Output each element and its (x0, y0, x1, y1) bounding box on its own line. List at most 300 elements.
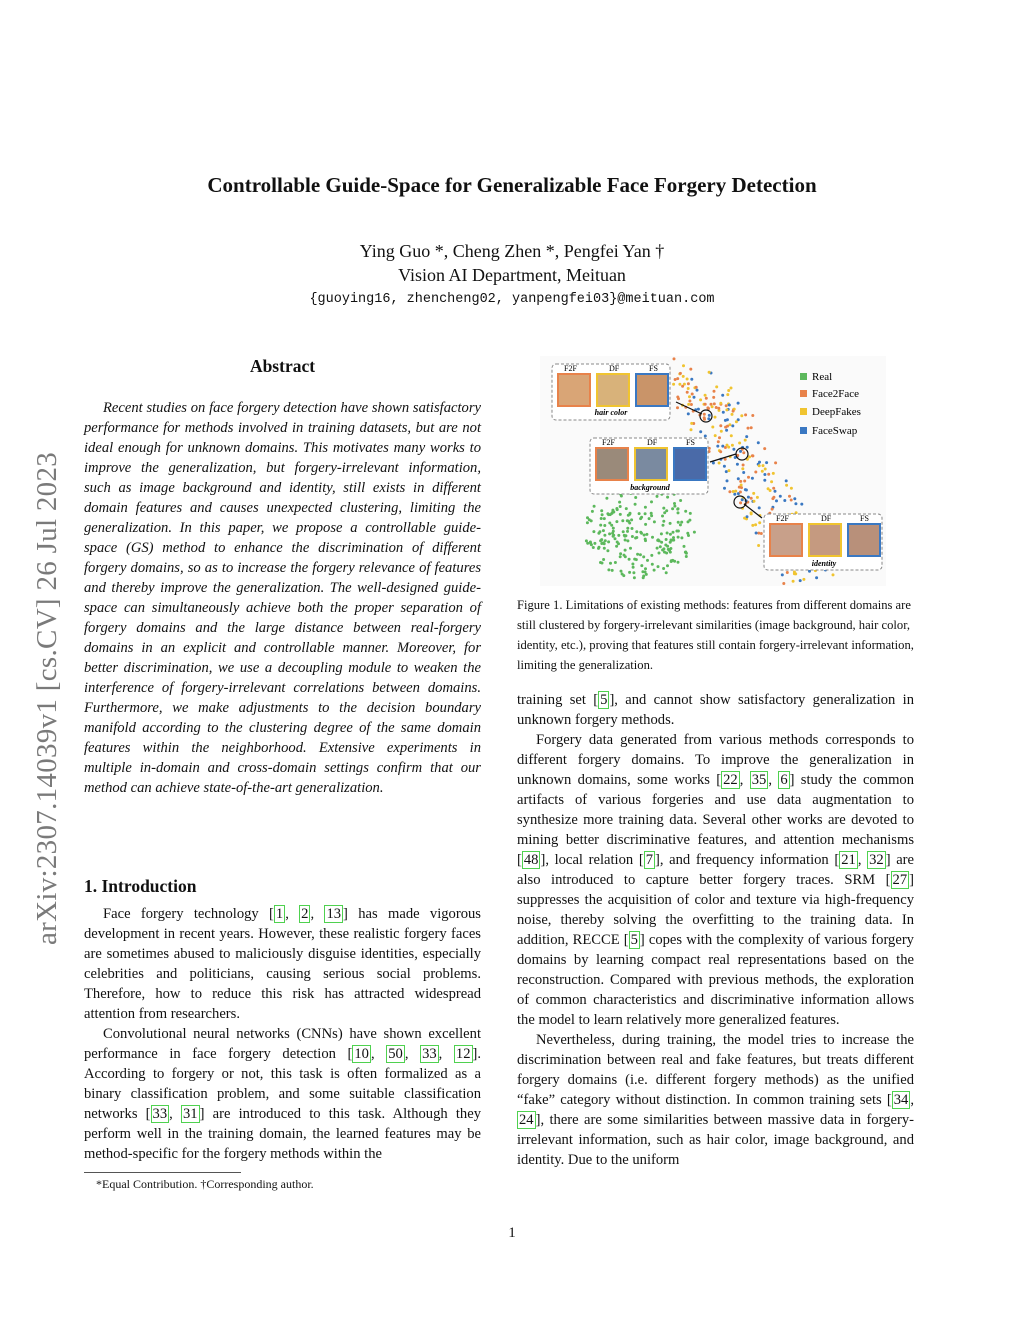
scatter-point (662, 524, 665, 527)
text-run: , (310, 906, 325, 922)
scatter-point (644, 512, 647, 515)
scatter-point (624, 549, 627, 552)
scatter-point (644, 538, 647, 541)
scatter-point (604, 539, 607, 542)
intro-left-column (84, 904, 481, 1164)
panel-caption: hair color (594, 408, 628, 417)
scatter-point (725, 470, 728, 473)
scatter-point (607, 540, 610, 543)
scatter-point (605, 497, 608, 500)
scatter-point (714, 434, 717, 437)
scatter-point (634, 503, 637, 506)
intro-right-column (517, 690, 914, 1170)
text-run: ], and cannot show satisfactory generalization in unknown forgery methods. (517, 692, 914, 728)
text-run: ], local relation [ (540, 852, 644, 868)
scatter-point (765, 461, 768, 464)
scatter-point (666, 496, 669, 499)
scatter-point (599, 524, 602, 527)
abstract-text: Recent studies on face forgery detection have shown satisfactory performance for methods involved in training datasets, but are not ideal enough for unknown domains. This motivates many works to improve the generalization, but forgery-irrelevant information, such as image background and identity, still exists in different domain features and causes unexpected clustering, limiting the generalization. In this paper, we propose a controllable guide-space (GS) method to enhance the discrimination of different forgery domains, so as to increase the forgery relevance of features and thereby improve the generalization. The well-designed guide-space can simultaneously achieve both the proper separation of forgery domains and the large distance between real-forgery domains in an explicit and controllable manner. Moreover, for better discrimination, we use a decoupling module to weaken the interference of forgery-irrelevant correlations between domains. Furthermore, we make adjustments to the decision boundary manifold according to the clustering degree of the same domain features within the neighborhood. Extensive experiments in multiple in-domain and cross-domain settings confirm that our method can achieve state-of-the-art generalization. (84, 400, 481, 796)
scatter-point (758, 506, 761, 509)
scatter-point (744, 439, 747, 442)
scatter-point (725, 404, 728, 407)
text-run: ], and frequency information [ (654, 852, 840, 868)
intro-paragraph-1 (84, 904, 481, 1024)
scatter-point (686, 378, 689, 381)
scatter-point (721, 445, 724, 448)
scatter-point (606, 512, 609, 515)
scatter-point (715, 385, 718, 388)
scatter-point (640, 564, 643, 567)
face-thumbnail (809, 524, 841, 556)
citation-link[interactable]: 6 (780, 772, 788, 788)
text-run: ] copes with the complexity of various forgery domains by learning compact real representations based on the reconstruction. Compared with previous methods, the exploration of common characteristics and discriminative information allows the model to learn relatively more generalized features. (517, 932, 914, 1028)
text-run: ] are introduced to this task. Although they perform well in the training domain, the learned features may be method-specific for the forgery methods within the (84, 1106, 482, 1162)
scatter-point (781, 573, 784, 576)
scatter-point (661, 515, 664, 518)
scatter-point (723, 465, 726, 468)
scatter-point (718, 462, 721, 465)
scatter-point (772, 472, 775, 475)
scatter-point (600, 538, 603, 541)
citation-link[interactable]: 32 (869, 852, 884, 868)
scatter-point (751, 524, 754, 527)
face-thumbnail (674, 448, 706, 480)
scatter-point (739, 491, 742, 494)
abstract-heading: Abstract (249, 356, 316, 376)
scatter-point (585, 539, 588, 542)
face-thumbnail (558, 374, 590, 406)
scatter-point (788, 495, 791, 498)
scatter-point (691, 393, 694, 396)
scatter-point (690, 422, 693, 425)
scatter-point (657, 538, 660, 541)
scatter-point (693, 531, 696, 534)
scatter-point (600, 542, 603, 545)
scatter-point (658, 552, 661, 555)
scatter-point (682, 364, 685, 367)
citation-link[interactable]: 33 (422, 1046, 437, 1062)
scatter-point (728, 490, 731, 493)
scatter-point (737, 477, 740, 480)
scatter-point (600, 517, 603, 520)
scatter-point (735, 420, 738, 423)
scatter-point (630, 518, 633, 521)
scatter-point (699, 398, 702, 401)
scatter-point (646, 559, 649, 562)
text-run: ] has made vigorous development in recent years. However, these realistic forgery faces are sometimes abused to maliciously disguise identities, especially celebrities and politicians, causing serious social problems. Therefore, how to reduce this risk has attracted widespread attention from researchers. (84, 906, 481, 1022)
scatter-point (686, 391, 689, 394)
scatter-point (660, 541, 663, 544)
scatter-point (687, 534, 690, 537)
scatter-point (645, 533, 648, 536)
scatter-point (690, 403, 693, 406)
scatter-point (666, 564, 669, 567)
scatter-point (653, 520, 656, 523)
panel-label: F2F (776, 514, 789, 523)
scatter-point (688, 400, 691, 403)
scatter-point (641, 570, 644, 573)
scatter-point (650, 554, 653, 557)
scatter-point (743, 480, 746, 483)
scatter-point (728, 404, 731, 407)
scatter-point (660, 532, 663, 535)
scatter-point (733, 493, 736, 496)
citation-link[interactable]: 7 (645, 852, 653, 868)
scatter-point (614, 537, 617, 540)
scatter-point (754, 471, 757, 474)
scatter-point (670, 559, 673, 562)
scatter-point (677, 521, 680, 524)
scatter-point (767, 473, 770, 476)
authors: Ying Guo *, Cheng Zhen *, Pengfei Yan † (359, 241, 665, 261)
text-run: , (910, 1092, 914, 1108)
scatter-point (651, 563, 654, 566)
scatter-point (631, 527, 634, 530)
scatter-point (751, 477, 754, 480)
scatter-point (745, 435, 748, 438)
scatter-point (650, 514, 653, 517)
scatter-point (793, 571, 796, 574)
citation-link[interactable]: 34 (893, 1092, 909, 1108)
legend-swatch (800, 427, 807, 434)
citation-link[interactable]: 22 (723, 772, 738, 788)
scatter-point (832, 573, 835, 576)
scatter-point (764, 468, 767, 471)
scatter-point (751, 414, 754, 417)
scatter-point (603, 517, 606, 520)
citation-link[interactable]: 12 (455, 1046, 471, 1062)
scatter-point (782, 582, 785, 585)
scatter-point (648, 517, 651, 520)
citation-link[interactable]: 21 (841, 852, 856, 868)
legend-swatch (800, 408, 807, 415)
scatter-point (616, 541, 619, 544)
scatter-point (615, 507, 618, 510)
citation-link[interactable]: 35 (751, 772, 767, 788)
scatter-point (626, 519, 629, 522)
scatter-point (731, 413, 734, 416)
scatter-point (612, 535, 615, 538)
scatter-point (725, 429, 728, 432)
scatter-point (717, 440, 720, 443)
scatter-point (615, 520, 618, 523)
scatter-point (650, 500, 653, 503)
scatter-point (623, 535, 626, 538)
scatter-point (603, 547, 606, 550)
scatter-point (663, 511, 666, 514)
scatter-point (671, 507, 674, 510)
scatter-point (673, 505, 676, 508)
scatter-point (769, 489, 772, 492)
scatter-point (711, 426, 714, 429)
scatter-point (703, 413, 706, 416)
scatter-point (800, 503, 803, 506)
scatter-point (635, 530, 638, 533)
panel-caption: background (630, 483, 670, 492)
scatter-point (739, 450, 742, 453)
scatter-point (676, 396, 679, 399)
scatter-point (670, 539, 673, 542)
scatter-point (730, 387, 733, 390)
scatter-point (672, 536, 675, 539)
scatter-point (743, 517, 746, 520)
scatter-point (626, 527, 629, 530)
text-run: ] suppresses the acquisition of color and texture via high-frequency noise, thereby solving the overfitting to the training data. In addition, RECCE [ (517, 872, 914, 948)
scatter-point (631, 563, 634, 566)
scatter-point (690, 428, 693, 431)
scatter-point (704, 394, 707, 397)
affiliation: Vision AI Department, Meituan (398, 265, 626, 285)
scatter-point (786, 571, 789, 574)
scatter-point (677, 536, 680, 539)
scatter-point (593, 542, 596, 545)
scatter-point (690, 378, 693, 381)
scatter-point (734, 490, 737, 493)
scatter-point (679, 372, 682, 375)
scatter-point (725, 408, 728, 411)
panel-identity (764, 514, 882, 570)
scatter-point (732, 448, 735, 451)
citation-link[interactable]: 5 (630, 932, 638, 948)
page-number: 1 (508, 1225, 516, 1241)
scatter-point (775, 499, 778, 502)
citation-link[interactable]: 10 (354, 1046, 369, 1062)
scatter-point (628, 571, 631, 574)
scatter-point (677, 511, 680, 514)
scatter-point (761, 470, 764, 473)
face-thumbnail (770, 524, 802, 556)
scatter-point (731, 424, 734, 427)
scatter-point (688, 395, 691, 398)
text-run: , (857, 852, 868, 868)
scatter-point (746, 446, 749, 449)
panel-label: F2F (602, 438, 615, 447)
scatter-point (713, 402, 716, 405)
scatter-point (714, 416, 717, 419)
scatter-point (704, 435, 707, 438)
scatter-point (742, 451, 745, 454)
scatter-point (712, 396, 715, 399)
panel-label: DF (647, 438, 658, 447)
panel-background (590, 438, 708, 494)
legend-label: Face2Face (812, 388, 860, 400)
citation-link[interactable]: 2 (301, 906, 309, 922)
scatter-point (602, 529, 605, 532)
scatter-point (697, 408, 700, 411)
scatter-point (640, 516, 643, 519)
scatter-point (708, 371, 711, 374)
scatter-point (732, 490, 735, 493)
text-run: Convolutional neural networks (CNNs) have shown excellent performance in face forgery detection [ (84, 1026, 481, 1062)
scatter-point (679, 499, 682, 502)
scatter-point (750, 497, 753, 500)
scatter-point (612, 527, 615, 530)
scatter-point (589, 541, 592, 544)
scatter-point (738, 486, 741, 489)
panel-label: DF (609, 364, 620, 373)
scatter-point (673, 357, 676, 360)
face-thumbnail (848, 524, 880, 556)
scatter-point (610, 524, 613, 527)
scatter-point (719, 450, 722, 453)
scatter-point (794, 502, 797, 505)
scatter-point (685, 555, 688, 558)
scatter-point (624, 539, 627, 542)
scatter-point (677, 561, 680, 564)
scatter-point (744, 488, 747, 491)
scatter-point (673, 502, 676, 505)
scatter-point (611, 532, 614, 535)
text-run: , (370, 1046, 387, 1062)
scatter-point (672, 531, 675, 534)
scatter-point (656, 547, 659, 550)
citation-link[interactable]: 1 (275, 906, 284, 922)
scatter-point (790, 499, 793, 502)
scatter-point (636, 553, 639, 556)
scatter-point (739, 501, 742, 504)
scatter-point (672, 383, 675, 386)
intro-heading: 1. Introduction (84, 876, 197, 896)
text-run: , (285, 906, 300, 922)
scatter-point (687, 387, 690, 390)
scatter-point (754, 523, 757, 526)
scatter-point (632, 566, 635, 569)
citation-link[interactable]: 24 (519, 1112, 534, 1128)
scatter-point (748, 455, 751, 458)
scatter-point (597, 547, 600, 550)
scatter-point (774, 461, 777, 464)
figure-1-caption: Figure 1. Limitations of existing methods: features from different domains are still clustered by forgery-irrelevant similarities (image background, hair color, identity, etc.), proving that features still contain forgery-irrelevant information, limiting the generalization. (517, 598, 914, 672)
scatter-point (742, 464, 745, 467)
scatter-point (793, 497, 796, 500)
scatter-point (676, 377, 679, 380)
scatter-point (738, 442, 741, 445)
text-run: , (739, 772, 750, 788)
scatter-point (592, 546, 595, 549)
scatter-point (614, 561, 617, 564)
scatter-point (665, 571, 668, 574)
scatter-point (665, 538, 668, 541)
scatter-point (713, 390, 716, 393)
panel-hair-color (552, 364, 670, 420)
scatter-point (662, 507, 665, 510)
scatter-point (643, 534, 646, 537)
scatter-point (639, 553, 642, 556)
scatter-point (644, 523, 647, 526)
scatter-point (640, 532, 643, 535)
scatter-point (678, 383, 681, 386)
abstract-body (84, 398, 481, 798)
citation-link[interactable]: 31 (182, 1106, 198, 1122)
citation-link[interactable]: 5 (600, 692, 608, 708)
scatter-point (693, 396, 696, 399)
scatter-point (601, 562, 604, 565)
text-run: ] are also introduced to capture better forgery traces. SRM [ (517, 852, 915, 888)
scatter-point (747, 427, 750, 430)
scatter-point (770, 480, 773, 483)
scatter-point (619, 552, 622, 555)
citation-link[interactable]: 27 (892, 872, 908, 888)
scatter-point (689, 368, 692, 371)
panel-caption: identity (811, 559, 837, 568)
citation-link[interactable]: 13 (326, 906, 342, 922)
citation-link[interactable]: 33 (152, 1106, 168, 1122)
scatter-point (757, 441, 760, 444)
scatter-point (756, 496, 759, 499)
scatter-point (619, 555, 622, 558)
face-thumbnail (596, 448, 628, 480)
scatter-point (703, 416, 706, 419)
footnote: *Equal Contribution. †Corresponding author. (96, 1177, 314, 1191)
scatter-point (626, 539, 629, 542)
scatter-point (662, 520, 665, 523)
scatter-point (631, 535, 634, 538)
scatter-point (620, 570, 623, 573)
scatter-point (763, 473, 766, 476)
scatter-point (621, 519, 624, 522)
scatter-point (717, 407, 720, 410)
scatter-point (750, 512, 753, 515)
scatter-point (609, 562, 612, 565)
scatter-point (626, 530, 629, 533)
scatter-point (731, 444, 734, 447)
scatter-point (720, 430, 723, 433)
citation-link[interactable]: 48 (523, 852, 539, 868)
scatter-point (602, 558, 605, 561)
scatter-point (591, 510, 594, 513)
face-thumbnail (636, 374, 668, 406)
scatter-point (704, 403, 707, 406)
text-run: ], there are some similarities between massive data in forgery-irrelevant information, such as hair color, image background, and identity. Due to the uniform (517, 1112, 914, 1168)
scatter-point (622, 530, 625, 533)
legend-label: Real (812, 371, 833, 383)
scatter-point (758, 464, 761, 467)
scatter-point (662, 547, 665, 550)
scatter-point (687, 382, 690, 385)
scatter-point (611, 509, 614, 512)
citation-link[interactable]: 50 (388, 1046, 403, 1062)
footnote-rule (84, 1172, 241, 1173)
scatter-point (603, 524, 606, 527)
scatter-point (772, 487, 775, 490)
scatter-point (632, 571, 635, 574)
scatter-point (592, 530, 595, 533)
scatter-point (752, 492, 755, 495)
scatter-point (615, 545, 618, 548)
text-run: Nevertheless, during training, the model tries to increase the discrimination between real and fake features, but treats different forgery domains (i.e. different forgery methods) as the unified “fake” category without distinction. In common training sets [ (517, 1032, 914, 1108)
scatter-point (666, 532, 669, 535)
face-thumbnail (597, 374, 629, 406)
face-thumbnail (635, 448, 667, 480)
panel-label: F2F (564, 364, 577, 373)
intro-paragraph-3 (517, 690, 914, 730)
scatter-point (730, 434, 733, 437)
scatter-point (644, 567, 647, 570)
scatter-point (716, 445, 719, 448)
panel-label: FS (686, 438, 695, 447)
scatter-point (741, 498, 744, 501)
text-run: Face forgery technology [ (103, 906, 274, 922)
scatter-point (629, 547, 632, 550)
scatter-point (727, 389, 730, 392)
scatter-point (687, 520, 690, 523)
scatter-point (679, 523, 682, 526)
scatter-point (623, 554, 626, 557)
scatter-point (687, 412, 690, 415)
scatter-point (792, 580, 795, 583)
scatter-point (662, 567, 665, 570)
scatter-point (622, 574, 625, 577)
